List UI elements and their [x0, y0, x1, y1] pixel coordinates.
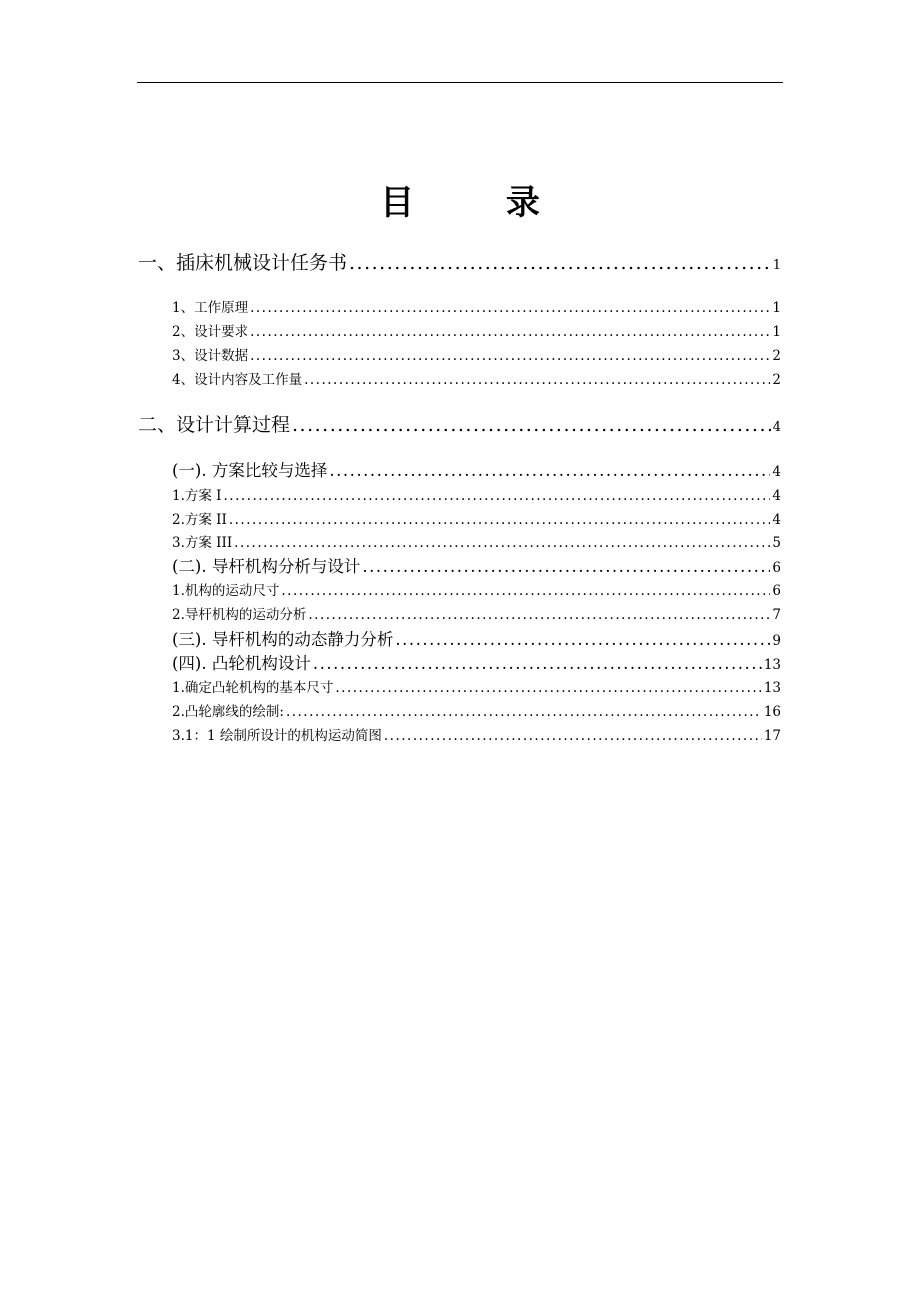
toc-entry-label: 1.机构的运动尺寸 — [172, 583, 280, 599]
toc-entry[interactable] — [172, 296, 781, 316]
toc-entry[interactable] — [172, 553, 781, 577]
toc-entry[interactable] — [172, 700, 781, 720]
toc-entry-label: (四). 凸轮机构设计 — [172, 654, 311, 673]
toc-entry[interactable] — [172, 603, 781, 623]
toc-entry-label: 2.方案 II — [172, 512, 227, 528]
toc-leader — [229, 512, 771, 528]
toc-leader — [250, 300, 770, 316]
toc-entry-page: 1 — [772, 258, 781, 273]
toc-leader — [224, 488, 771, 504]
toc-entry-label: 一、插床机械设计任务书 — [138, 252, 348, 274]
toc-entry-page: 4 — [772, 488, 781, 504]
toc-entry-label: (三). 导杆机构的动态静力分析 — [172, 630, 394, 649]
toc-leader — [292, 414, 771, 436]
toc-leader — [329, 461, 770, 480]
toc-entry-page: 5 — [772, 535, 781, 551]
toc-entry-label: 4、设计内容及工作量 — [172, 372, 303, 388]
toc-entry-page: 6 — [772, 583, 781, 599]
toc-entry[interactable] — [172, 457, 781, 481]
toc-leader — [250, 348, 770, 364]
toc-entry-page: 16 — [763, 704, 781, 720]
toc-entry-label: 3.1：1 绘制所设计的机构运动简图 — [172, 728, 382, 744]
toc-entry-page: 9 — [772, 633, 781, 649]
toc-leader — [308, 607, 770, 623]
toc-entry-page: 1 — [772, 300, 781, 316]
toc-entry[interactable] — [172, 676, 781, 696]
toc-entry-page: 2 — [772, 372, 781, 388]
toc-entry-label: 1、工作原理 — [172, 300, 249, 316]
toc-entry-label: 1.确定凸轮机构的基本尺寸 — [172, 680, 334, 696]
toc-entry-label: 3.方案 III — [172, 535, 233, 551]
toc-entry[interactable] — [138, 248, 781, 276]
toc-leader — [335, 680, 761, 696]
toc-entry-label: (二). 导杆机构分析与设计 — [172, 557, 361, 576]
toc-entry[interactable] — [172, 626, 781, 650]
toc-leader — [234, 535, 770, 551]
toc-entry-label: 2、设计要求 — [172, 324, 249, 340]
toc-leader — [304, 372, 770, 388]
toc-entry[interactable] — [172, 724, 781, 744]
toc-leader — [384, 728, 762, 744]
toc-entry-label: (一). 方案比较与选择 — [172, 461, 328, 480]
toc-entry[interactable] — [172, 508, 781, 528]
toc-entry[interactable] — [172, 579, 781, 599]
toc-entry-page: 13 — [763, 657, 781, 673]
toc-entry-label: 1.方案 I — [172, 488, 222, 504]
toc-entry[interactable] — [172, 484, 781, 504]
toc-entry-label: 3、设计数据 — [172, 348, 249, 364]
toc-leader — [313, 654, 762, 673]
toc-entry-page: 4 — [772, 512, 781, 528]
toc-entry[interactable] — [172, 344, 781, 364]
toc-entry-page: 1 — [772, 324, 781, 340]
header-rule — [137, 82, 783, 83]
toc-leader — [281, 583, 770, 599]
toc-entry[interactable] — [138, 410, 781, 438]
toc-entry-page: 4 — [772, 420, 781, 435]
toc-leader — [395, 630, 770, 649]
toc-entry-page: 6 — [772, 560, 781, 576]
toc-leader — [362, 557, 770, 576]
page-title: 目 录 — [380, 183, 580, 223]
toc-entry-label: 2.凸轮廓线的绘制: — [172, 704, 284, 720]
toc-entry[interactable] — [172, 368, 781, 388]
toc-entry-page: 4 — [772, 464, 781, 480]
toc-leader — [250, 324, 770, 340]
toc-entry-page: 13 — [763, 680, 781, 696]
toc-entry-page: 2 — [772, 348, 781, 364]
toc-entry-page: 17 — [763, 728, 781, 744]
toc-entry[interactable] — [172, 320, 781, 340]
toc-entry-label: 二、设计计算过程 — [138, 414, 291, 436]
toc-entry[interactable] — [172, 650, 781, 674]
toc-entry-page: 7 — [772, 607, 781, 623]
toc-entry[interactable] — [172, 531, 781, 551]
toc-entry-label: 2.导杆机构的运动分析 — [172, 607, 307, 623]
toc-leader — [286, 704, 762, 720]
toc-leader — [349, 252, 771, 274]
